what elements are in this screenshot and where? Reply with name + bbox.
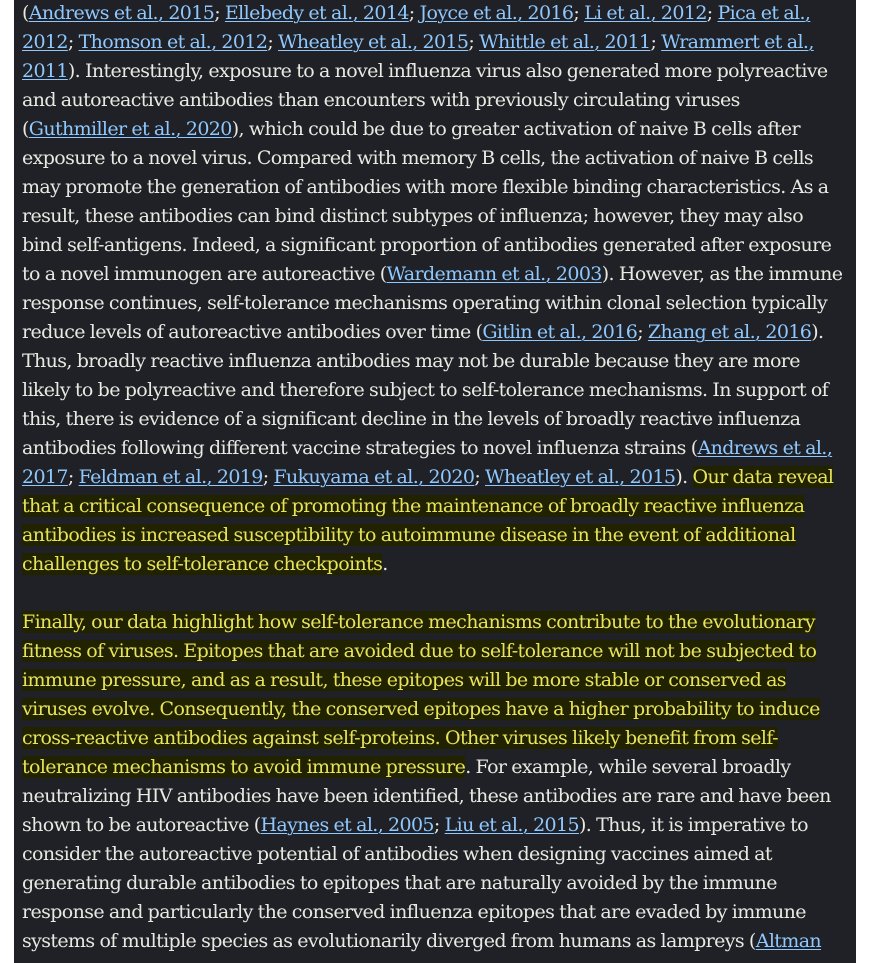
text-line xyxy=(22,637,856,666)
body-text: ). xyxy=(811,321,824,343)
body-text: likely to be polyreactive and therefore subject to self-tolerance mechanisms. In support of xyxy=(22,379,829,401)
highlighted-text: Our data reveal xyxy=(692,466,834,488)
body-text: ). xyxy=(675,466,693,488)
text-line xyxy=(22,811,856,840)
text-line xyxy=(22,927,856,956)
citation-link[interactable]: Wheatley et al., 2015 xyxy=(485,466,676,488)
text-line xyxy=(22,840,856,869)
citation-link[interactable]: 2017 xyxy=(22,466,68,488)
body-text: shown to be autoreactive ( xyxy=(22,814,261,836)
body-text: result, these antibodies can bind distinct subtypes of influenza; however, they may also xyxy=(22,205,804,227)
citation-link[interactable]: Whittle et al., 2011 xyxy=(479,31,651,53)
body-text: consider the autoreactive potential of antibodies when designing vaccines aimed at xyxy=(22,843,772,865)
text-line xyxy=(22,318,856,347)
text-line xyxy=(22,753,856,782)
text-line xyxy=(22,115,856,144)
body-text: bind self-antigens. Indeed, a significant proportion of antibodies generated after exposure xyxy=(22,234,832,256)
article-reader xyxy=(14,0,856,963)
highlighted-text: tolerance mechanisms to avoid immune pressure xyxy=(22,756,466,778)
text-line xyxy=(22,608,856,637)
citation-link[interactable]: Wheatley et al., 2015 xyxy=(278,31,469,53)
text-line xyxy=(22,492,856,521)
body-text: antibodies following different vaccine strategies to novel influenza strains ( xyxy=(22,437,698,459)
body-text: reduce levels of autoreactive antibodies over time ( xyxy=(22,321,483,343)
highlighted-text: that a critical consequence of promoting the maintenance of broadly reactive influenza xyxy=(22,495,805,517)
body-text: ; xyxy=(468,31,480,53)
body-text: ; xyxy=(67,31,79,53)
highlighted-text: antibodies is increased susceptibility to autoimmune disease in the event of additional xyxy=(22,524,796,546)
text-line xyxy=(22,666,856,695)
text-line xyxy=(22,376,856,405)
citation-link[interactable]: Zhang et al., 2016 xyxy=(647,321,812,343)
body-text: Thus, broadly reactive influenza antibodies may not be durable because they are more xyxy=(22,350,800,372)
citation-link[interactable]: Joyce et al., 2016 xyxy=(419,2,574,24)
highlighted-text: challenges to self-tolerance checkpoints xyxy=(22,553,383,575)
body-text: systems of multiple species as evolutionarily diverged from humans as lampreys ( xyxy=(22,930,756,952)
body-text: . xyxy=(382,553,388,575)
text-line xyxy=(22,434,856,463)
body-text: and autoreactive antibodies than encounters with previously circulating viruses xyxy=(22,89,740,111)
citation-link[interactable]: Ellebedy et al., 2014 xyxy=(224,2,409,24)
body-text: ; xyxy=(706,2,718,24)
citation-link[interactable]: Andrews et al., 2015 xyxy=(28,2,215,24)
citation-link[interactable]: Thomson et al., 2012 xyxy=(78,31,268,53)
text-line xyxy=(22,144,856,173)
body-text: ; xyxy=(67,466,79,488)
article-paragraph xyxy=(22,0,856,579)
body-text: ; xyxy=(637,321,648,343)
text-line xyxy=(22,724,856,753)
text-line xyxy=(22,521,856,550)
body-text: ; xyxy=(408,2,420,24)
body-text: ( xyxy=(22,2,29,24)
body-text: may promote the generation of antibodies with more flexible binding characteristics. As a xyxy=(22,176,829,198)
text-line xyxy=(22,0,856,28)
body-text: . For example, while several broadly xyxy=(465,756,791,778)
body-text: ; xyxy=(573,2,585,24)
text-line xyxy=(22,463,856,492)
citation-link[interactable]: 2011 xyxy=(22,60,68,82)
highlighted-text: Finally, our data highlight how self-tolerance mechanisms contribute to the evolutionary xyxy=(22,611,816,633)
text-line xyxy=(22,695,856,724)
text-line xyxy=(22,782,856,811)
citation-link[interactable]: Liu et al., 2015 xyxy=(444,814,579,836)
highlighted-text: immune pressure, and as a result, these epitopes will be more stable or conserved as xyxy=(22,669,786,691)
citation-link[interactable]: Li et al., 2012 xyxy=(584,2,707,24)
body-text: ; xyxy=(433,814,445,836)
citation-link[interactable]: Gitlin et al., 2016 xyxy=(482,321,638,343)
citation-link[interactable]: Guthmiller et al., 2020 xyxy=(28,118,232,140)
citation-link[interactable]: 2012 xyxy=(22,31,68,53)
body-text: ). However, as the immune xyxy=(601,263,843,285)
citation-link[interactable]: Wardemann et al., 2003 xyxy=(386,263,602,285)
citation-link[interactable]: Wrammert et al., xyxy=(661,31,814,53)
text-line xyxy=(22,231,856,260)
body-text: ; xyxy=(262,466,274,488)
body-text: response continues, self-tolerance mechanisms operating within clonal selection typically xyxy=(22,292,828,314)
citation-link[interactable]: Pica et al., xyxy=(717,2,811,24)
citation-link[interactable]: Haynes et al., 2005 xyxy=(260,814,434,836)
text-line xyxy=(22,405,856,434)
text-line xyxy=(22,28,856,57)
body-text: ( xyxy=(22,118,29,140)
body-text: exposure to a novel virus. Compared with memory B cells, the activation of naive B cells xyxy=(22,147,814,169)
text-line xyxy=(22,289,856,318)
body-text: ). Thus, it is imperative to xyxy=(578,814,808,836)
citation-link[interactable]: Feldman et al., 2019 xyxy=(78,466,263,488)
highlighted-text: fitness of viruses. Epitopes that are avoided due to self-tolerance will not be subjected to xyxy=(22,640,817,662)
body-text: ; xyxy=(650,31,662,53)
body-text: ; xyxy=(267,31,279,53)
text-line xyxy=(22,86,856,115)
body-text: response and particularly the conserved influenza epitopes that are evaded by immune xyxy=(22,901,806,923)
text-line xyxy=(22,202,856,231)
text-line xyxy=(22,260,856,289)
text-line xyxy=(22,898,856,927)
body-text: this, there is evidence of a significant decline in the levels of broadly reactive influenza xyxy=(22,408,801,430)
body-text: ), which could be due to greater activation of naive B cells after xyxy=(231,118,800,140)
text-line xyxy=(22,869,856,898)
citation-link[interactable]: Andrews et al., xyxy=(697,437,833,459)
citation-link[interactable]: Altman xyxy=(755,930,822,952)
body-text: to a novel immunogen are autoreactive ( xyxy=(22,263,387,285)
highlighted-text: viruses evolve. Consequently, the conserved epitopes have a higher probability to induce xyxy=(22,698,820,720)
body-text: generating durable antibodies to epitopes that are naturally avoided by the immune xyxy=(22,872,777,894)
body-text: neutralizing HIV antibodies have been identified, these antibodies are rare and have been xyxy=(22,785,831,807)
citation-link[interactable]: Fukuyama et al., 2020 xyxy=(273,466,475,488)
text-line xyxy=(22,347,856,376)
article-paragraph xyxy=(22,608,856,956)
text-line xyxy=(22,550,856,579)
text-line xyxy=(22,57,856,86)
body-text: ; xyxy=(474,466,486,488)
body-text: ). Interestingly, exposure to a novel influenza virus also generated more polyreactive xyxy=(67,60,828,82)
highlighted-text: cross-reactive antibodies against self-proteins. Other viruses likely benefit from self- xyxy=(22,727,778,749)
text-line xyxy=(22,173,856,202)
body-text: ; xyxy=(214,2,225,24)
